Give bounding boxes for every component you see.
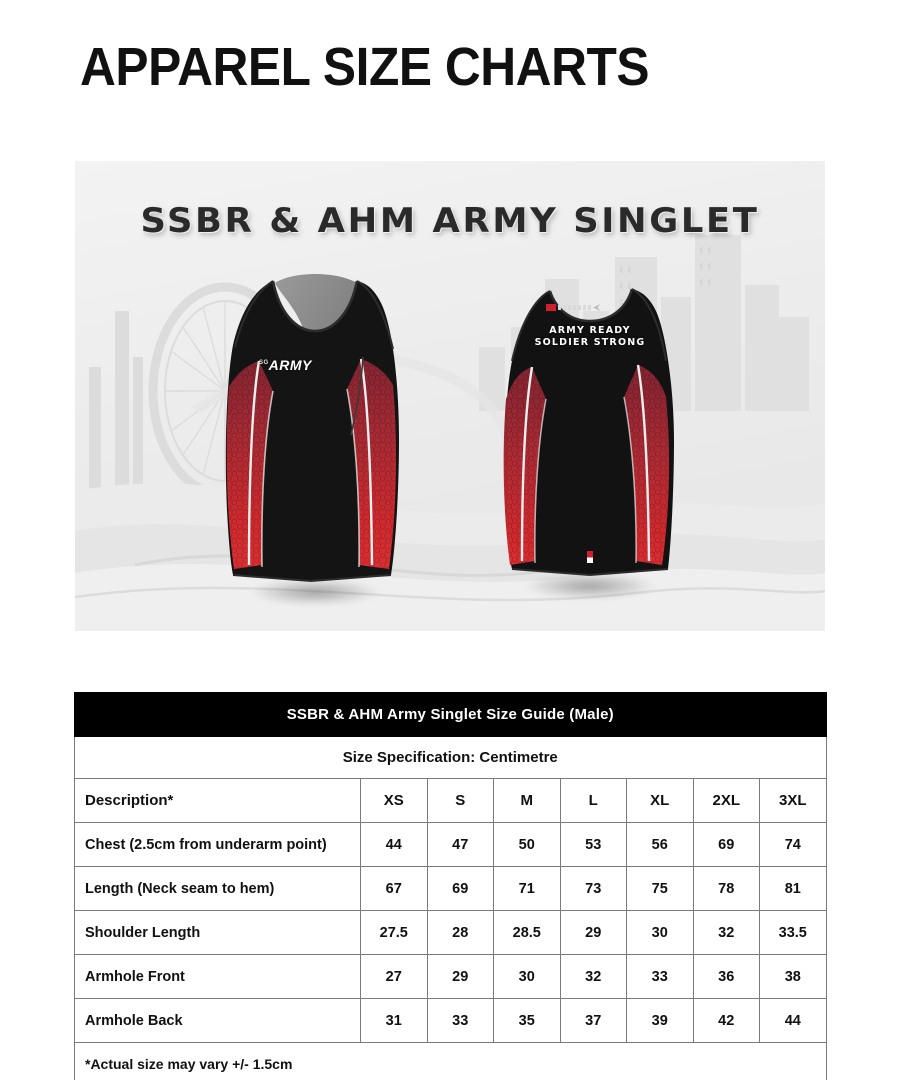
cell-m: 71 bbox=[494, 867, 561, 911]
cell-3xl: 74 bbox=[760, 823, 827, 867]
column-header-xs: XS bbox=[361, 779, 428, 823]
row-label: Length (Neck seam to hem) bbox=[75, 867, 361, 911]
cell-xl: 75 bbox=[627, 867, 694, 911]
row-label: Armhole Back bbox=[75, 999, 361, 1043]
cell-m: 28.5 bbox=[494, 911, 561, 955]
front-chest-logo bbox=[259, 357, 312, 373]
cell-xs: 44 bbox=[361, 823, 428, 867]
hero-banner-text: SSBR & AHM ARMY SINGLET bbox=[140, 201, 760, 241]
logo-chevron-icon bbox=[593, 304, 600, 311]
cell-l: 32 bbox=[560, 955, 627, 999]
size-guide-table bbox=[74, 692, 827, 1080]
cell-xs: 67 bbox=[361, 867, 428, 911]
column-header-3xl: 3XL bbox=[760, 779, 827, 823]
table-note: *Actual size may vary +/- 1.5cm bbox=[75, 1043, 827, 1080]
back-hem-tag bbox=[587, 551, 593, 563]
back-slogan-line-2: SOLDIER STRONG bbox=[534, 337, 646, 348]
table-note-row bbox=[75, 1043, 827, 1080]
cell-s: 29 bbox=[427, 955, 494, 999]
logo-red-block bbox=[546, 304, 556, 311]
row-label: Armhole Front bbox=[75, 955, 361, 999]
column-header-description: Description* bbox=[75, 779, 361, 823]
cell-m: 30 bbox=[494, 955, 561, 999]
back-singlet-shadow bbox=[526, 573, 654, 599]
table-title-row bbox=[75, 693, 827, 737]
cell-l: 37 bbox=[560, 999, 627, 1043]
back-singlet-graphic bbox=[490, 269, 690, 589]
cell-xs: 27.5 bbox=[361, 911, 428, 955]
table-row bbox=[75, 911, 827, 955]
table-row bbox=[75, 999, 827, 1043]
row-label: Chest (2.5cm from underarm point) bbox=[75, 823, 361, 867]
cell-s: 69 bbox=[427, 867, 494, 911]
cell-s: 33 bbox=[427, 999, 494, 1043]
cell-xs: 27 bbox=[361, 955, 428, 999]
table-header-row bbox=[75, 779, 827, 823]
cell-2xl: 42 bbox=[693, 999, 760, 1043]
table-spec: Size Specification: Centimetre bbox=[75, 737, 827, 779]
cell-3xl: 33.5 bbox=[760, 911, 827, 955]
back-brand-logo bbox=[546, 303, 600, 312]
row-label: Shoulder Length bbox=[75, 911, 361, 955]
table-row bbox=[75, 867, 827, 911]
column-header-s: S bbox=[427, 779, 494, 823]
chest-logo-superscript: SG bbox=[259, 360, 269, 367]
cell-l: 73 bbox=[560, 867, 627, 911]
cell-3xl: 44 bbox=[760, 999, 827, 1043]
cell-xl: 30 bbox=[627, 911, 694, 955]
product-hero-image bbox=[75, 161, 825, 631]
chest-logo-text: ARMY bbox=[268, 357, 312, 373]
cell-3xl: 38 bbox=[760, 955, 827, 999]
cell-m: 50 bbox=[494, 823, 561, 867]
front-singlet-graphic bbox=[215, 265, 415, 595]
column-header-l: L bbox=[560, 779, 627, 823]
column-header-xl: XL bbox=[627, 779, 694, 823]
cell-xl: 39 bbox=[627, 999, 694, 1043]
column-header-2xl: 2XL bbox=[693, 779, 760, 823]
cell-2xl: 36 bbox=[693, 955, 760, 999]
table-spec-row bbox=[75, 737, 827, 779]
cell-xl: 56 bbox=[627, 823, 694, 867]
cell-s: 28 bbox=[427, 911, 494, 955]
front-singlet-shadow bbox=[251, 579, 379, 605]
cell-2xl: 32 bbox=[693, 911, 760, 955]
cell-3xl: 81 bbox=[760, 867, 827, 911]
logo-wordmark-bar bbox=[558, 305, 591, 310]
cell-s: 47 bbox=[427, 823, 494, 867]
page-title: APPAREL SIZE CHARTS bbox=[80, 37, 650, 97]
cell-2xl: 78 bbox=[693, 867, 760, 911]
cell-2xl: 69 bbox=[693, 823, 760, 867]
cell-xl: 33 bbox=[627, 955, 694, 999]
table-title: SSBR & AHM Army Singlet Size Guide (Male) bbox=[75, 693, 827, 737]
table-row bbox=[75, 823, 827, 867]
table-row bbox=[75, 955, 827, 999]
cell-xs: 31 bbox=[361, 999, 428, 1043]
back-slogan-line-1: ARMY READY bbox=[549, 325, 631, 336]
front-view-singlet bbox=[215, 265, 415, 595]
cell-l: 53 bbox=[560, 823, 627, 867]
cell-m: 35 bbox=[494, 999, 561, 1043]
cell-l: 29 bbox=[560, 911, 627, 955]
column-header-m: M bbox=[494, 779, 561, 823]
back-view-singlet bbox=[490, 269, 690, 589]
back-slogan bbox=[490, 325, 690, 349]
